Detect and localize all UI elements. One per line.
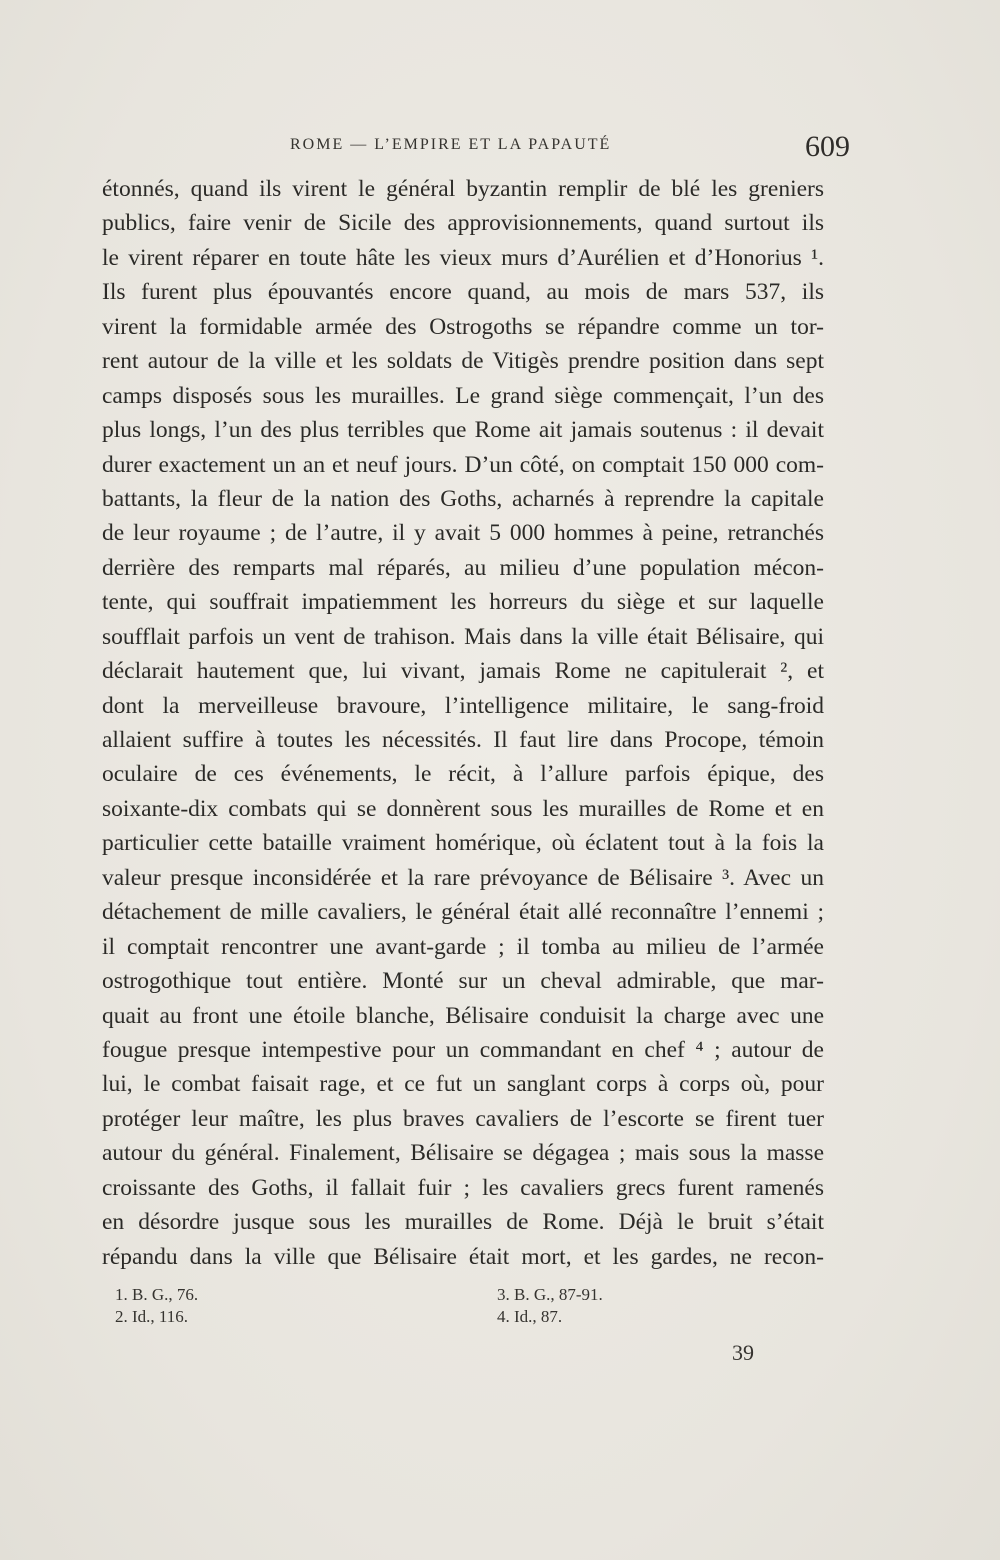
text-line: tente, qui souffrait impatiemment les horreurs du siège et sur laquelle [102, 589, 824, 616]
text-line: virent la formidable armée des Ostrogoths se répandre comme un tor- [102, 313, 824, 340]
footnote: 2. Id., 116. [115, 1307, 189, 1326]
text-line: battants, la fleur de la nation des Goths, acharnés à reprendre la capitale [102, 485, 824, 512]
text-line: croissante des Goths, il fallait fuir ; les cavaliers grecs furent ramenés [102, 1174, 824, 1201]
text-line: de leur royaume ; de l’autre, il y avait 5 000 hommes à peine, retranchés [102, 520, 824, 547]
text-line: particulier cette bataille vraiment homérique, où éclatent tout à la fois la [102, 830, 824, 857]
text-line: étonnés, quand ils virent le général byzantin remplir de blé les greniers [102, 176, 824, 202]
text-line: valeur presque inconsidérée et la rare prévoyance de Bélisaire ³. Avec un [102, 864, 824, 891]
running-head: ROME — L’EMPIRE ET LA PAPAUTÉ [290, 136, 612, 153]
footnotes-right-column [497, 1284, 603, 1328]
body-text [102, 172, 824, 1274]
text-line: derrière des remparts mal réparés, au milieu d’une population mécon- [102, 554, 824, 581]
text-line: plus longs, l’un des plus terribles que Rome ait jamais soutenus : il devait [102, 417, 824, 444]
text-line: Ils furent plus épouvantés encore quand, au mois de mars 537, ils [102, 279, 824, 306]
text-line: soufflait parfois un vent de trahison. Mais dans la ville était Bélisaire, qui [102, 623, 824, 650]
text-line: soixante-dix combats qui se donnèrent sous les murailles de Rome et en [102, 795, 824, 822]
text-line: allaient suffire à toutes les nécessités. Il faut lire dans Procope, témoin [102, 727, 824, 753]
text-line: lui, le combat faisait rage, et ce fut un sanglant corps à corps où, pour [102, 1071, 824, 1098]
text-line: quait au front une étoile blanche, Bélisaire conduisit la charge avec une [102, 1002, 824, 1029]
signature-mark: 39 [732, 1340, 754, 1365]
text-line: répandu dans la ville que Bélisaire était mort, et les gardes, ne recon- [102, 1243, 824, 1270]
footnote: 4. Id., 87. [497, 1307, 563, 1326]
footnote: 3. B. G., 87-91. [497, 1285, 603, 1304]
text-line: camps disposés sous les murailles. Le grand siège commençait, l’un des [102, 382, 824, 409]
text-line: rent autour de la ville et les soldats de Vitigès prendre position dans sept [102, 348, 824, 375]
text-line: en désordre jusque sous les murailles de Rome. Déjà le bruit s’était [102, 1209, 824, 1236]
text-line: il comptait rencontrer une avant-garde ; il tomba au milieu de l’armée [102, 933, 824, 960]
footnote: 1. B. G., 76. [115, 1285, 199, 1304]
text-line: dont la merveilleuse bravoure, l’intelligence militaire, le sang-froid [102, 692, 824, 719]
text-line: déclarait hautement que, lui vivant, jamais Rome ne capitulerait ², et [102, 658, 824, 685]
text-line: durer exactement un an et neuf jours. D’un côté, on comptait 150 000 com- [102, 451, 824, 478]
text-line: protéger leur maître, les plus braves cavaliers de l’escorte se firent tuer [102, 1105, 824, 1132]
page-number: 609 [805, 130, 850, 163]
footnotes-left-column [115, 1284, 198, 1328]
text-line: détachement de mille cavaliers, le général était allé reconnaître l’ennemi ; [102, 899, 824, 926]
text-line: fougue presque intempestive pour un commandant en chef ⁴ ; autour de [102, 1036, 824, 1063]
text-line: ostrogothique tout entière. Monté sur un cheval admirable, que mar- [102, 968, 824, 995]
text-line: le virent réparer en toute hâte les vieux murs d’Aurélien et d’Honorius ¹. [102, 244, 824, 271]
text-line: autour du général. Finalement, Bélisaire se dégagea ; mais sous la masse [102, 1140, 824, 1167]
text-line: oculaire de ces événements, le récit, à l’allure parfois épique, des [102, 761, 824, 788]
text-line: publics, faire venir de Sicile des approvisionnements, quand surtout ils [102, 210, 824, 237]
